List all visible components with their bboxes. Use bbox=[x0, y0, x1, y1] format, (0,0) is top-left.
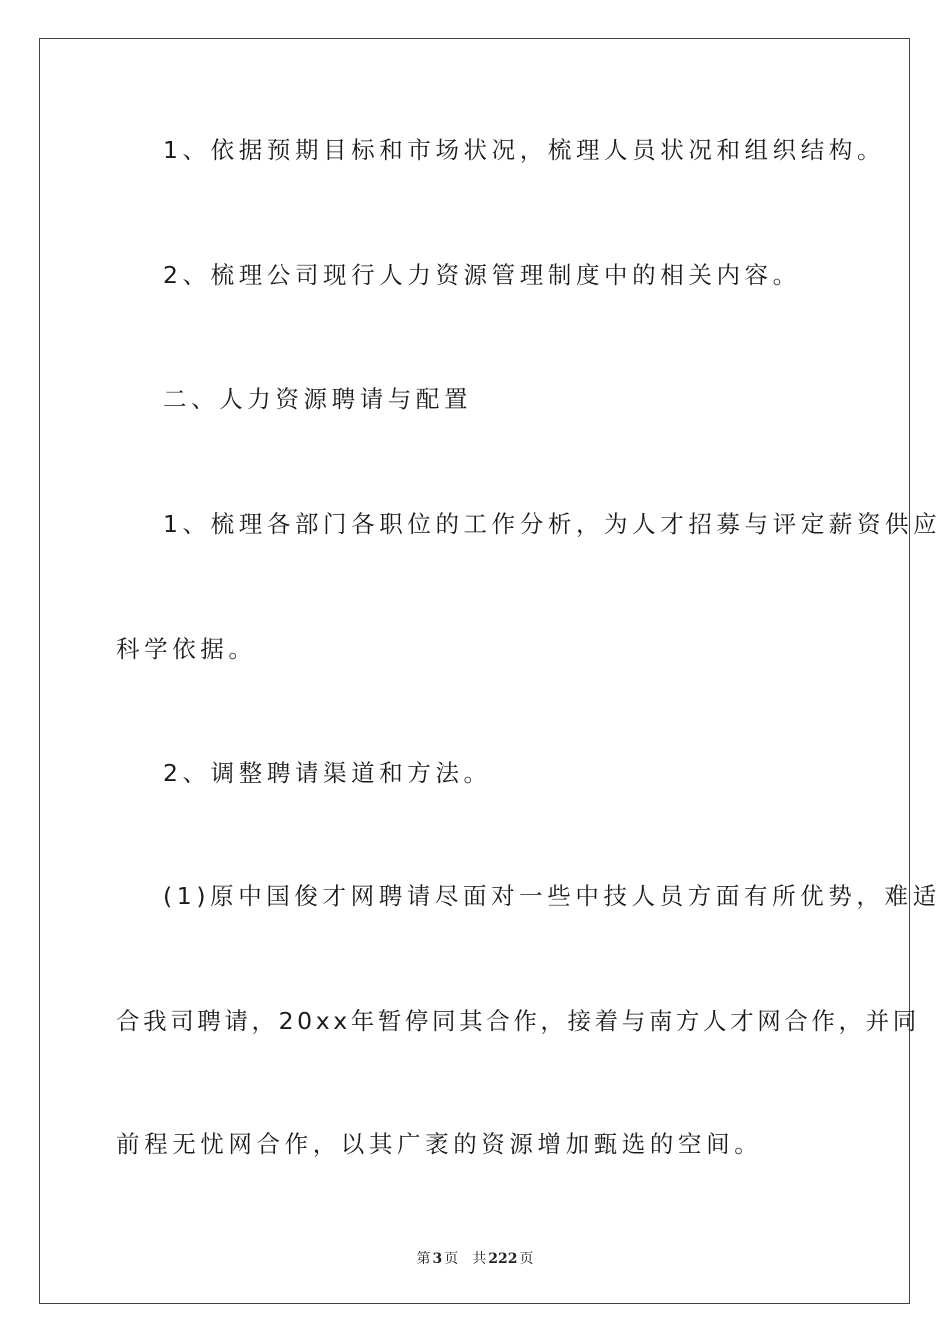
footer-page-number: 3 bbox=[432, 1251, 443, 1267]
footer-page-suffix: 页 bbox=[444, 1251, 459, 1267]
paragraph-line-8: 前程无忧网合作，以其广袤的资源增加甄选的空间。 bbox=[116, 1130, 763, 1158]
paragraph-line-1: 1、依据预期目标和市场状况，梳理人员状况和组织结构。 bbox=[163, 136, 886, 164]
footer-total-suffix: 页 bbox=[519, 1251, 534, 1267]
paragraph-line-5: 2、调整聘请渠道和方法。 bbox=[163, 759, 492, 787]
footer-total-pages: 222 bbox=[488, 1251, 518, 1267]
page-footer bbox=[0, 1248, 950, 1268]
paragraph-line-2: 2、梳理公司现行人力资源管理制度中的相关内容。 bbox=[163, 261, 801, 289]
paragraph-line-3: 1、梳理各部门各职位的工作分析，为人才招募与评定薪资供应 bbox=[163, 510, 942, 538]
paragraph-line-4: 科学依据。 bbox=[116, 635, 257, 663]
footer-total-prefix: 共 bbox=[472, 1251, 487, 1267]
page-border bbox=[39, 38, 910, 1304]
footer-page-prefix: 第 bbox=[416, 1251, 431, 1267]
paragraph-line-6: (1)原中国俊才网聘请尽面对一些中技人员方面有所优势，难适 bbox=[163, 882, 941, 910]
paragraph-line-7: 合我司聘请，20xx年暂停同其合作，接着与南方人才网合作，并同 bbox=[116, 1007, 920, 1035]
section-heading: 二、人力资源聘请与配置 bbox=[163, 385, 473, 413]
